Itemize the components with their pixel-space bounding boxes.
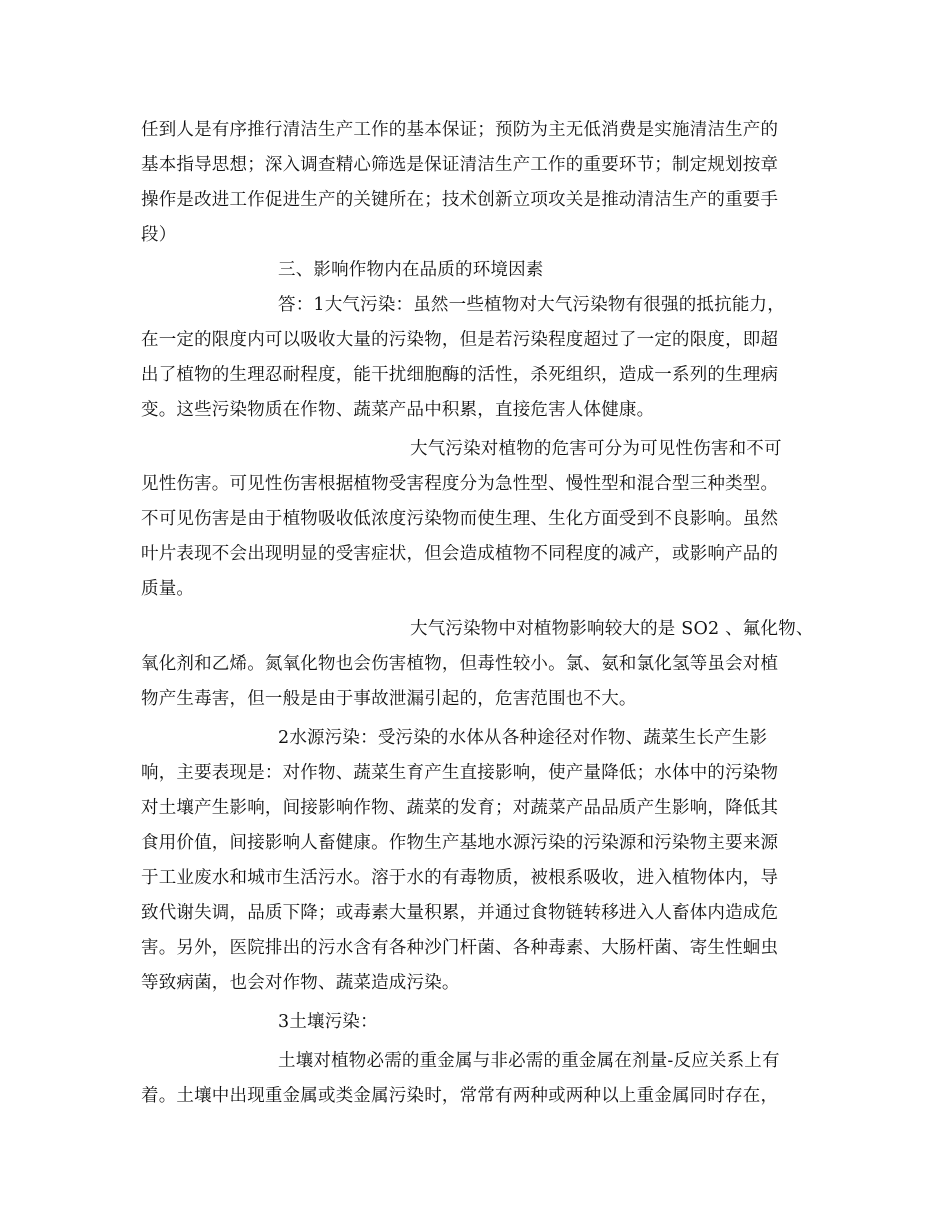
text-line: 质量。 [141,579,195,599]
text-line: 对土壤产生影响，间接影响作物、蔬菜的发育；对蔬菜产品品质产生影响，降低其 [141,798,779,818]
text-line: 叶片表现不会出现明显的受害症状，但会造成植物不同程度的减产，或影响产品的 [141,544,779,564]
text-line: 害。另外，医院排出的污水含有各种沙门杆菌、各种毒素、大肠杆菌、寄生性蛔虫 [141,938,779,958]
section-heading: 三、影响作物内在品质的环境因素 [278,260,544,280]
text-line: 大气污染物中对植物影响较大的是 SO2 、氟化物、 [410,619,814,639]
text-line: 食用价值，间接影响人畜健康。作物生产基地水源污染的污染源和污染物主要来源 [141,833,779,853]
text-line: 大气污染对植物的危害可分为可见性伤害和不可 [410,439,782,459]
text-line: 致代谢失调，品质下降；或毒素大量积累，并通过食物链转移进入人畜体内造成危 [141,903,779,923]
text-line: 2水源污染：受污染的水体从各种途径对作物、蔬菜生长产生影 [278,728,768,748]
text-line: 出了植物的生理忍耐程度，能干扰细胞酶的活性，杀死组织，造成一系列的生理病 [141,365,779,385]
text-line: 段） [141,225,177,245]
text-line: 答：1大气污染：虽然一些植物对大气污染物有很强的抵抗能力， [278,295,785,315]
text-line: 变。这些污染物质在作物、蔬菜产品中积累，直接危害人体健康。 [141,400,655,420]
text-line: 等致病菌，也会对作物、蔬菜造成污染。 [141,973,460,993]
text-line: 不可见伤害是由于植物吸收低浓度污染物而使生理、生化方面受到不良影响。虽然 [141,509,779,529]
text-line: 3土壤污染： [278,1012,378,1032]
text-line: 物产生毒害，但一般是由于事故泄漏引起的，危害范围也不大。 [141,689,637,709]
text-line: 于工业废水和城市生活污水。溶于水的有毒物质，被根系吸收，进入植物体内，导 [141,868,779,888]
text-line: 在一定的限度内可以吸收大量的污染物，但是若污染程度超过了一定的限度，即超 [141,330,779,350]
text-line: 任到人是有序推行清洁生产工作的基本保证；预防为主无低消费是实施清洁生产的 [141,120,779,140]
text-line: 基本指导思想；深入调查精心筛选是保证清洁生产工作的重要环节；制定规划按章 [141,155,779,175]
text-line: 见性伤害。可见性伤害根据植物受害程度分为急性型、慢性型和混合型三种类型。 [141,474,779,494]
text-line: 氧化剂和乙烯。氮氧化物也会伤害植物，但毒性较小。氯、氨和氯化氢等虽会对植 [141,654,779,674]
text-line: 操作是改进工作促进生产的关键所在；技术创新立项攻关是推动清洁生产的重要手 [141,190,779,210]
text-line: 土壤对植物必需的重金属与非必需的重金属在剂量-反应关系上有 [278,1051,780,1071]
text-line: 响，主要表现是：对作物、蔬菜生育产生直接影响，使产量降低；水体中的污染物 [141,763,779,783]
text-line: 着。土壤中出现重金属或类金属污染时，常常有两种或两种以上重金属同时存在， [141,1086,779,1106]
